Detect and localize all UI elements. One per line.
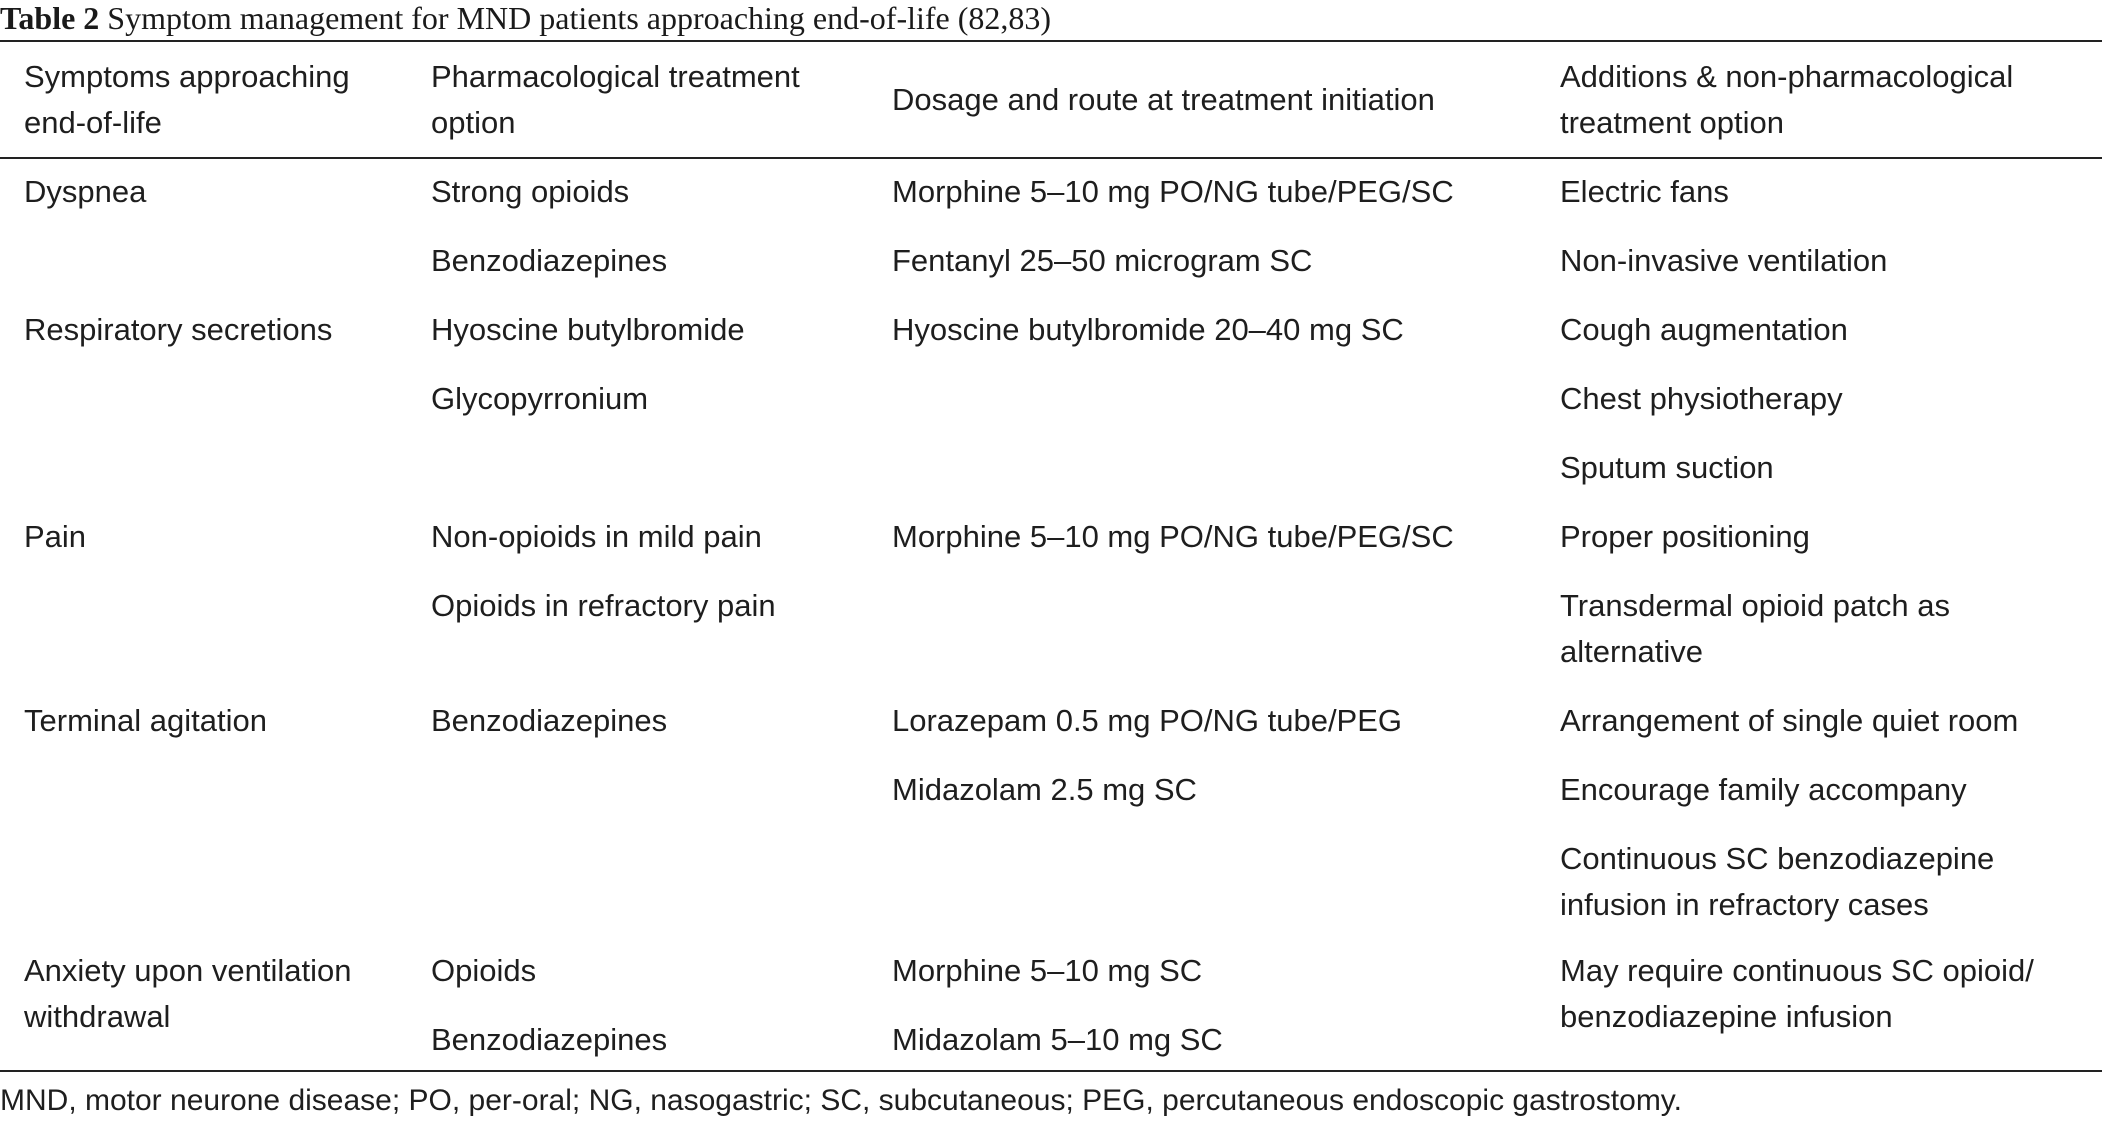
table-cell: [1560, 307, 1848, 353]
table-cell-line: Anxiety upon ventilation: [24, 953, 352, 988]
column-header: [1560, 54, 2013, 146]
column-header-line: Dosage and route at treatment initiation: [892, 82, 1435, 117]
table-cell-line: Cough augmentation: [1560, 312, 1848, 347]
table-cell: [24, 514, 86, 560]
table-cell-line: Respiratory secretions: [24, 312, 333, 347]
table-caption-label: Table 2: [0, 0, 100, 36]
table-cell-line: Non-opioids in mild pain: [431, 519, 762, 554]
table-cell-line: Morphine 5–10 mg SC: [892, 953, 1203, 988]
table-cell: [892, 1017, 1223, 1063]
table-cell-line: benzodiazepine infusion: [1560, 999, 1893, 1034]
table-cell-line: Benzodiazepines: [431, 1022, 668, 1057]
table-cell: [24, 948, 351, 1040]
column-header-line: option: [431, 105, 516, 140]
table-cell: [24, 698, 267, 744]
table-cell-line: Continuous SC benzodiazepine: [1560, 841, 1995, 876]
table-cell-line: Benzodiazepines: [431, 703, 668, 738]
table-cell-line: Transdermal opioid patch as: [1560, 588, 1950, 623]
table-cell: [892, 238, 1312, 284]
table-cell: [431, 238, 667, 284]
table-cell-line: Lorazepam 0.5 mg PO/NG tube/PEG: [892, 703, 1403, 738]
table-cell: [1560, 376, 1843, 422]
table-cell-line: Morphine 5–10 mg PO/NG tube/PEG/SC: [892, 174, 1454, 209]
table-cell-line: Arrangement of single quiet room: [1560, 703, 2019, 738]
table-cell: [1560, 238, 1887, 284]
table-cell: [1560, 514, 1810, 560]
table-cell: [1560, 698, 2018, 744]
table-cell: [1560, 169, 1729, 215]
table-cell-line: alternative: [1560, 634, 1704, 669]
table-cell: [431, 948, 536, 994]
table-cell-line: Benzodiazepines: [431, 243, 668, 278]
table-cell: [892, 514, 1454, 560]
table-cell: [1560, 948, 2034, 1040]
table-cell-line: withdrawal: [24, 999, 171, 1034]
table-cell: [431, 376, 648, 422]
table-cell-line: Opioids in refractory pain: [431, 588, 776, 623]
column-header-line: Pharmacological treatment: [431, 59, 800, 94]
column-header-line: treatment option: [1560, 105, 1785, 140]
table-cell-line: Dyspnea: [24, 174, 147, 209]
column-header-line: Additions & non-pharmacological: [1560, 59, 2014, 94]
table-cell-line: Opioids: [431, 953, 537, 988]
table-cell-line: Hyoscine butylbromide: [431, 312, 745, 347]
table-caption-text: Symptom management for MND patients approaching end-of-life (82,83): [107, 0, 1052, 36]
table-cell: [892, 948, 1202, 994]
table-cell: [892, 698, 1402, 744]
table-cell: [1560, 836, 1994, 928]
table-cell-line: Glycopyrronium: [431, 381, 649, 416]
table-cell-line: Strong opioids: [431, 174, 630, 209]
table-cell: [431, 583, 776, 629]
table-cell: [431, 307, 745, 353]
table-cell-line: Encourage family accompany: [1560, 772, 1967, 807]
table-cell-line: infusion in refractory cases: [1560, 887, 1929, 922]
table-cell: [1560, 767, 1967, 813]
table-cell: [892, 169, 1454, 215]
table-cell: [1560, 445, 1774, 491]
table-caption: [0, 0, 2102, 40]
table-cell: [431, 169, 629, 215]
table-cell-line: Chest physiotherapy: [1560, 381, 1843, 416]
table-bottom-rule: [0, 1070, 2102, 1072]
table-header-rule: [0, 157, 2102, 159]
table-cell-line: Terminal agitation: [24, 703, 267, 738]
column-header-line: end-of-life: [24, 105, 162, 140]
table-top-rule: [0, 40, 2102, 42]
table-cell-line: Midazolam 2.5 mg SC: [892, 772, 1197, 807]
table-cell-line: May require continuous SC opioid/: [1560, 953, 2034, 988]
table-cell: [24, 169, 146, 215]
table-cell: [431, 698, 667, 744]
table-cell: [431, 514, 762, 560]
table-cell-line: Fentanyl 25–50 microgram SC: [892, 243, 1313, 278]
table-cell-line: Midazolam 5–10 mg SC: [892, 1022, 1223, 1057]
table-cell-line: Non-invasive ventilation: [1560, 243, 1888, 278]
table-cell-line: Sputum suction: [1560, 450, 1774, 485]
table-cell: [1560, 583, 1950, 675]
table-cell: [431, 1017, 667, 1063]
column-header: [431, 54, 800, 146]
column-header: [24, 54, 350, 146]
column-header-line: Symptoms approaching: [24, 59, 350, 94]
table-cell-line: Proper positioning: [1560, 519, 1810, 554]
table-cell: [892, 767, 1197, 813]
table-cell: [892, 307, 1404, 353]
table-cell-line: Pain: [24, 519, 87, 554]
table-footnote: MND, motor neurone disease; PO, per-oral; NG, nasogastric; SC, subcutaneous; PEG, percutaneous endoscopic gastrostomy.: [0, 1084, 1682, 1117]
column-header: [892, 77, 1435, 123]
table-cell-line: Morphine 5–10 mg PO/NG tube/PEG/SC: [892, 519, 1454, 554]
table-cell-line: Hyoscine butylbromide 20–40 mg SC: [892, 312, 1404, 347]
table-cell-line: Electric fans: [1560, 174, 1729, 209]
table-cell: [24, 307, 332, 353]
